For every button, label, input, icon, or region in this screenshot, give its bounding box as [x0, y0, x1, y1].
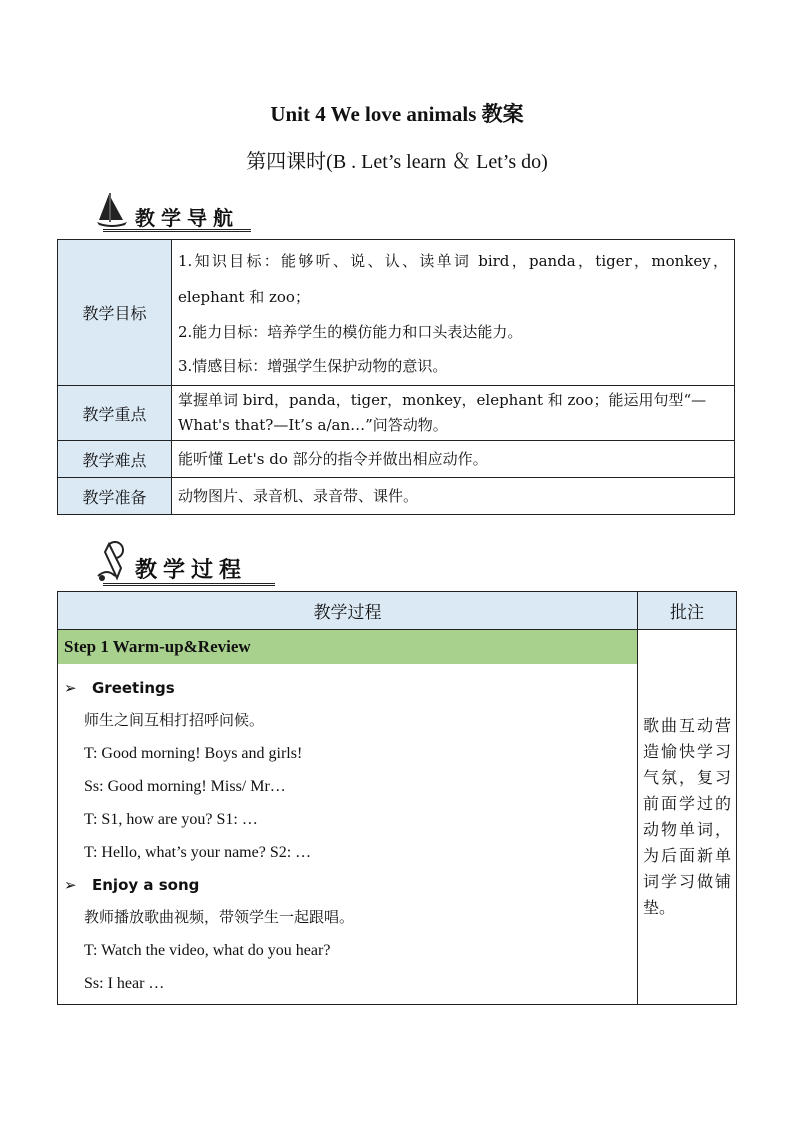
content-line: Ss: I hear … — [84, 974, 165, 992]
guide-row-label: 教学目标 — [58, 240, 172, 386]
guide-row-keypoints — [58, 386, 735, 441]
guide-row-label: 教学重点 — [58, 386, 172, 441]
note-cell — [638, 630, 737, 1005]
step-content — [58, 664, 638, 1005]
guide-row-content — [172, 240, 735, 386]
bullet-label: Greetings — [92, 678, 175, 697]
guide-section-label: 教学导航 — [135, 206, 239, 230]
objective-line: 3.情感目标：增强学生保护动物的意识。 — [178, 356, 448, 375]
document-title: Unit 4 We love animals 教案 — [270, 102, 524, 126]
guide-row-label: 教学难点 — [58, 441, 172, 478]
process-section-heading — [95, 538, 247, 582]
process-section-label: 教学过程 — [135, 558, 248, 583]
guide-table — [57, 239, 735, 515]
process-table — [57, 591, 737, 1005]
guide-row-content: 动物图片、录音机、录音带、课件。 — [172, 478, 735, 515]
document-subtitle: 第四课时(B . Let’s learn ＆ Let’s do) — [246, 151, 548, 173]
guide-heading-underline — [103, 229, 251, 232]
content-line: 师生之间互相打招呼问候。 — [84, 710, 265, 729]
guide-row-content: 掌握单词 bird，panda，tiger，monkey，elephant 和 zoo；能运用句型“—What's that?—It’s a/an…”问答动物。 — [172, 386, 735, 441]
annotation-text: 歌曲互动营造愉快学习气氛，复习前面学过的动物单词，为后面新单词学习做铺垫。 — [643, 715, 731, 917]
guide-row-content: 能听懂 Let's do 部分的指令并做出相应动作。 — [172, 441, 735, 478]
content-line: T: Hello, what’s your name? S2: … — [84, 843, 312, 861]
content-line: Ss: Good morning! Miss/ Mr… — [84, 777, 286, 795]
content-line: T: Good morning! Boys and girls! — [84, 744, 303, 762]
guide-row-difficulties — [58, 441, 735, 478]
guide-row-label: 教学准备 — [58, 478, 172, 515]
guide-row-preparation — [58, 478, 735, 515]
content-line: 教师播放歌曲视频，带领学生一起跟唱。 — [84, 907, 355, 926]
sailboat-logo-icon — [95, 192, 129, 228]
step-title-row — [58, 630, 737, 664]
objective-line: 2.能力目标：培养学生的模仿能力和口头表达能力。 — [178, 322, 523, 341]
arrow-bullet-icon: ➢ — [64, 678, 77, 697]
pencil-logo-icon — [95, 538, 129, 582]
process-column-header: 教学过程 — [58, 592, 638, 630]
note-column-header: 批注 — [638, 592, 737, 630]
bullet-greetings — [64, 672, 631, 704]
step-title: Step 1 Warm-up&Review — [58, 630, 638, 664]
guide-row-objectives — [58, 240, 735, 386]
content-line: T: Watch the video, what do you hear? — [84, 941, 331, 959]
guide-section-heading — [95, 192, 239, 228]
process-heading-underline — [103, 583, 275, 586]
bullet-song — [64, 869, 631, 901]
step-content-row — [58, 664, 737, 1005]
process-header-row — [58, 592, 737, 630]
bullet-label: Enjoy a song — [92, 875, 200, 894]
arrow-bullet-icon: ➢ — [64, 875, 77, 894]
content-line: T: S1, how are you? S1: … — [84, 810, 258, 828]
objective-line: 1.知识目标：能够听、说、认、读单词 bird，panda，tiger，monkey，elephant 和 zoo； — [178, 251, 728, 306]
